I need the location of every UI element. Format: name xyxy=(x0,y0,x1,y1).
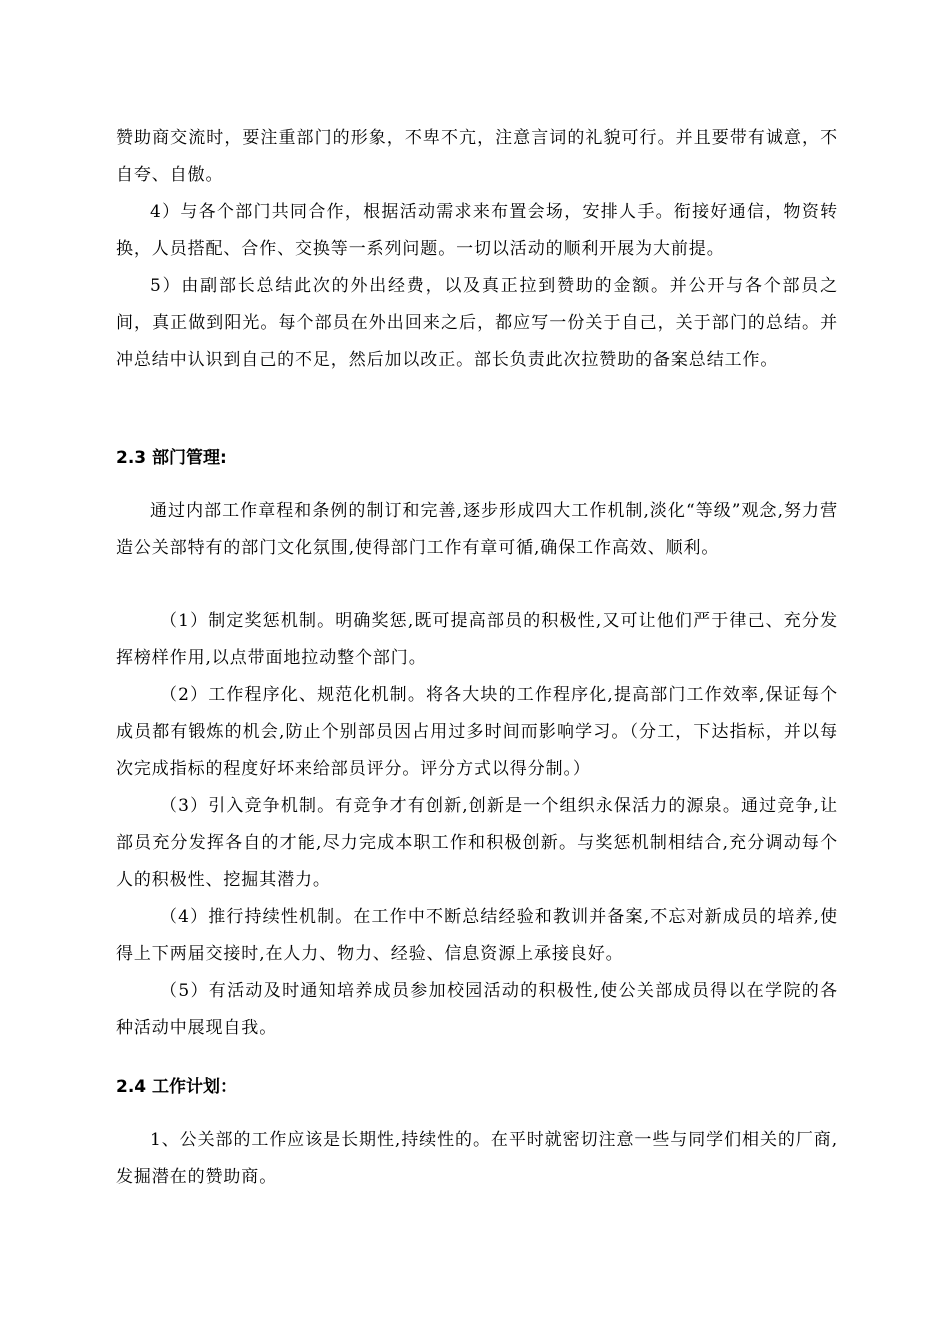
paragraph-mechanism-1: （1）制定奖惩机制。明确奖惩,既可提高部员的积极性,又可让他们严于律己、充分发挥榜样作用,以点带面地拉动整个部门。 xyxy=(116,611,838,668)
paragraph-item-4: 4）与各个部门共同合作，根据活动需求来布置会场，安排人手。衔接好通信，物资转换，人员搭配、合作、交换等一系列问题。一切以活动的顺利开展为大前提。 xyxy=(116,202,838,259)
paragraph-mechanism-5: （5）有活动及时通知培养成员参加校园活动的积极性,使公关部成员得以在学院的各种活动中展现自我。 xyxy=(116,981,838,1038)
paragraph-mechanism-2: （2）工作程序化、规范化机制。将各大块的工作程序化,提高部门工作效率,保证每个成员都有锻炼的机会,防止个别部员因占用过多时间而影响学习。（分工，下达指标，并以每次完成指标的程度好坏来给部员评分。评分方式以得分制。） xyxy=(116,685,838,779)
section-heading-2-3: 2.3 部门管理: xyxy=(116,448,227,468)
paragraph-mechanism-4: （4）推行持续性机制。在工作中不断总结经验和教训并备案,不忘对新成员的培养,使得上下两届交接时,在人力、物力、经验、信息资源上承接良好。 xyxy=(116,907,838,964)
paragraph-dept-management-intro: 通过内部工作章程和条例的制订和完善,逐步形成四大工作机制,淡化“等级”观念,努力营造公关部特有的部门文化氛围,使得部门工作有章可循,确保工作高效、顺利。 xyxy=(116,501,838,558)
paragraph-mechanism-3: （3）引入竞争机制。有竞争才有创新,创新是一个组织永保活力的源泉。通过竞争,让部员充分发挥各自的才能,尽力完成本职工作和积极创新。与奖惩机制相结合,充分调动每个人的积极性、挖掘其潜力。 xyxy=(116,796,838,890)
paragraph-work-plan-1: 1、公关部的工作应该是长期性,持续性的。在平时就密切注意一些与同学们相关的厂商,发掘潜在的赞助商。 xyxy=(116,1130,838,1187)
paragraph-item-5: 5）由副部长总结此次的外出经费，以及真正拉到赞助的金额。并公开与各个部员之间，真正做到阳光。每个部员在外出回来之后，都应写一份关于自己，关于部门的总结。并冲总结中认识到自己的不足，然后加以改正。部长负责此次拉赞助的备案总结工作。 xyxy=(116,276,838,370)
section-heading-2-4: 2.4 工作计划： xyxy=(116,1077,238,1097)
paragraph-sponsor-communication: 赞助商交流时，要注重部门的形象，不卑不亢，注意言词的礼貌可行。并且要带有诚意，不自夸、自傲。 xyxy=(116,128,838,185)
